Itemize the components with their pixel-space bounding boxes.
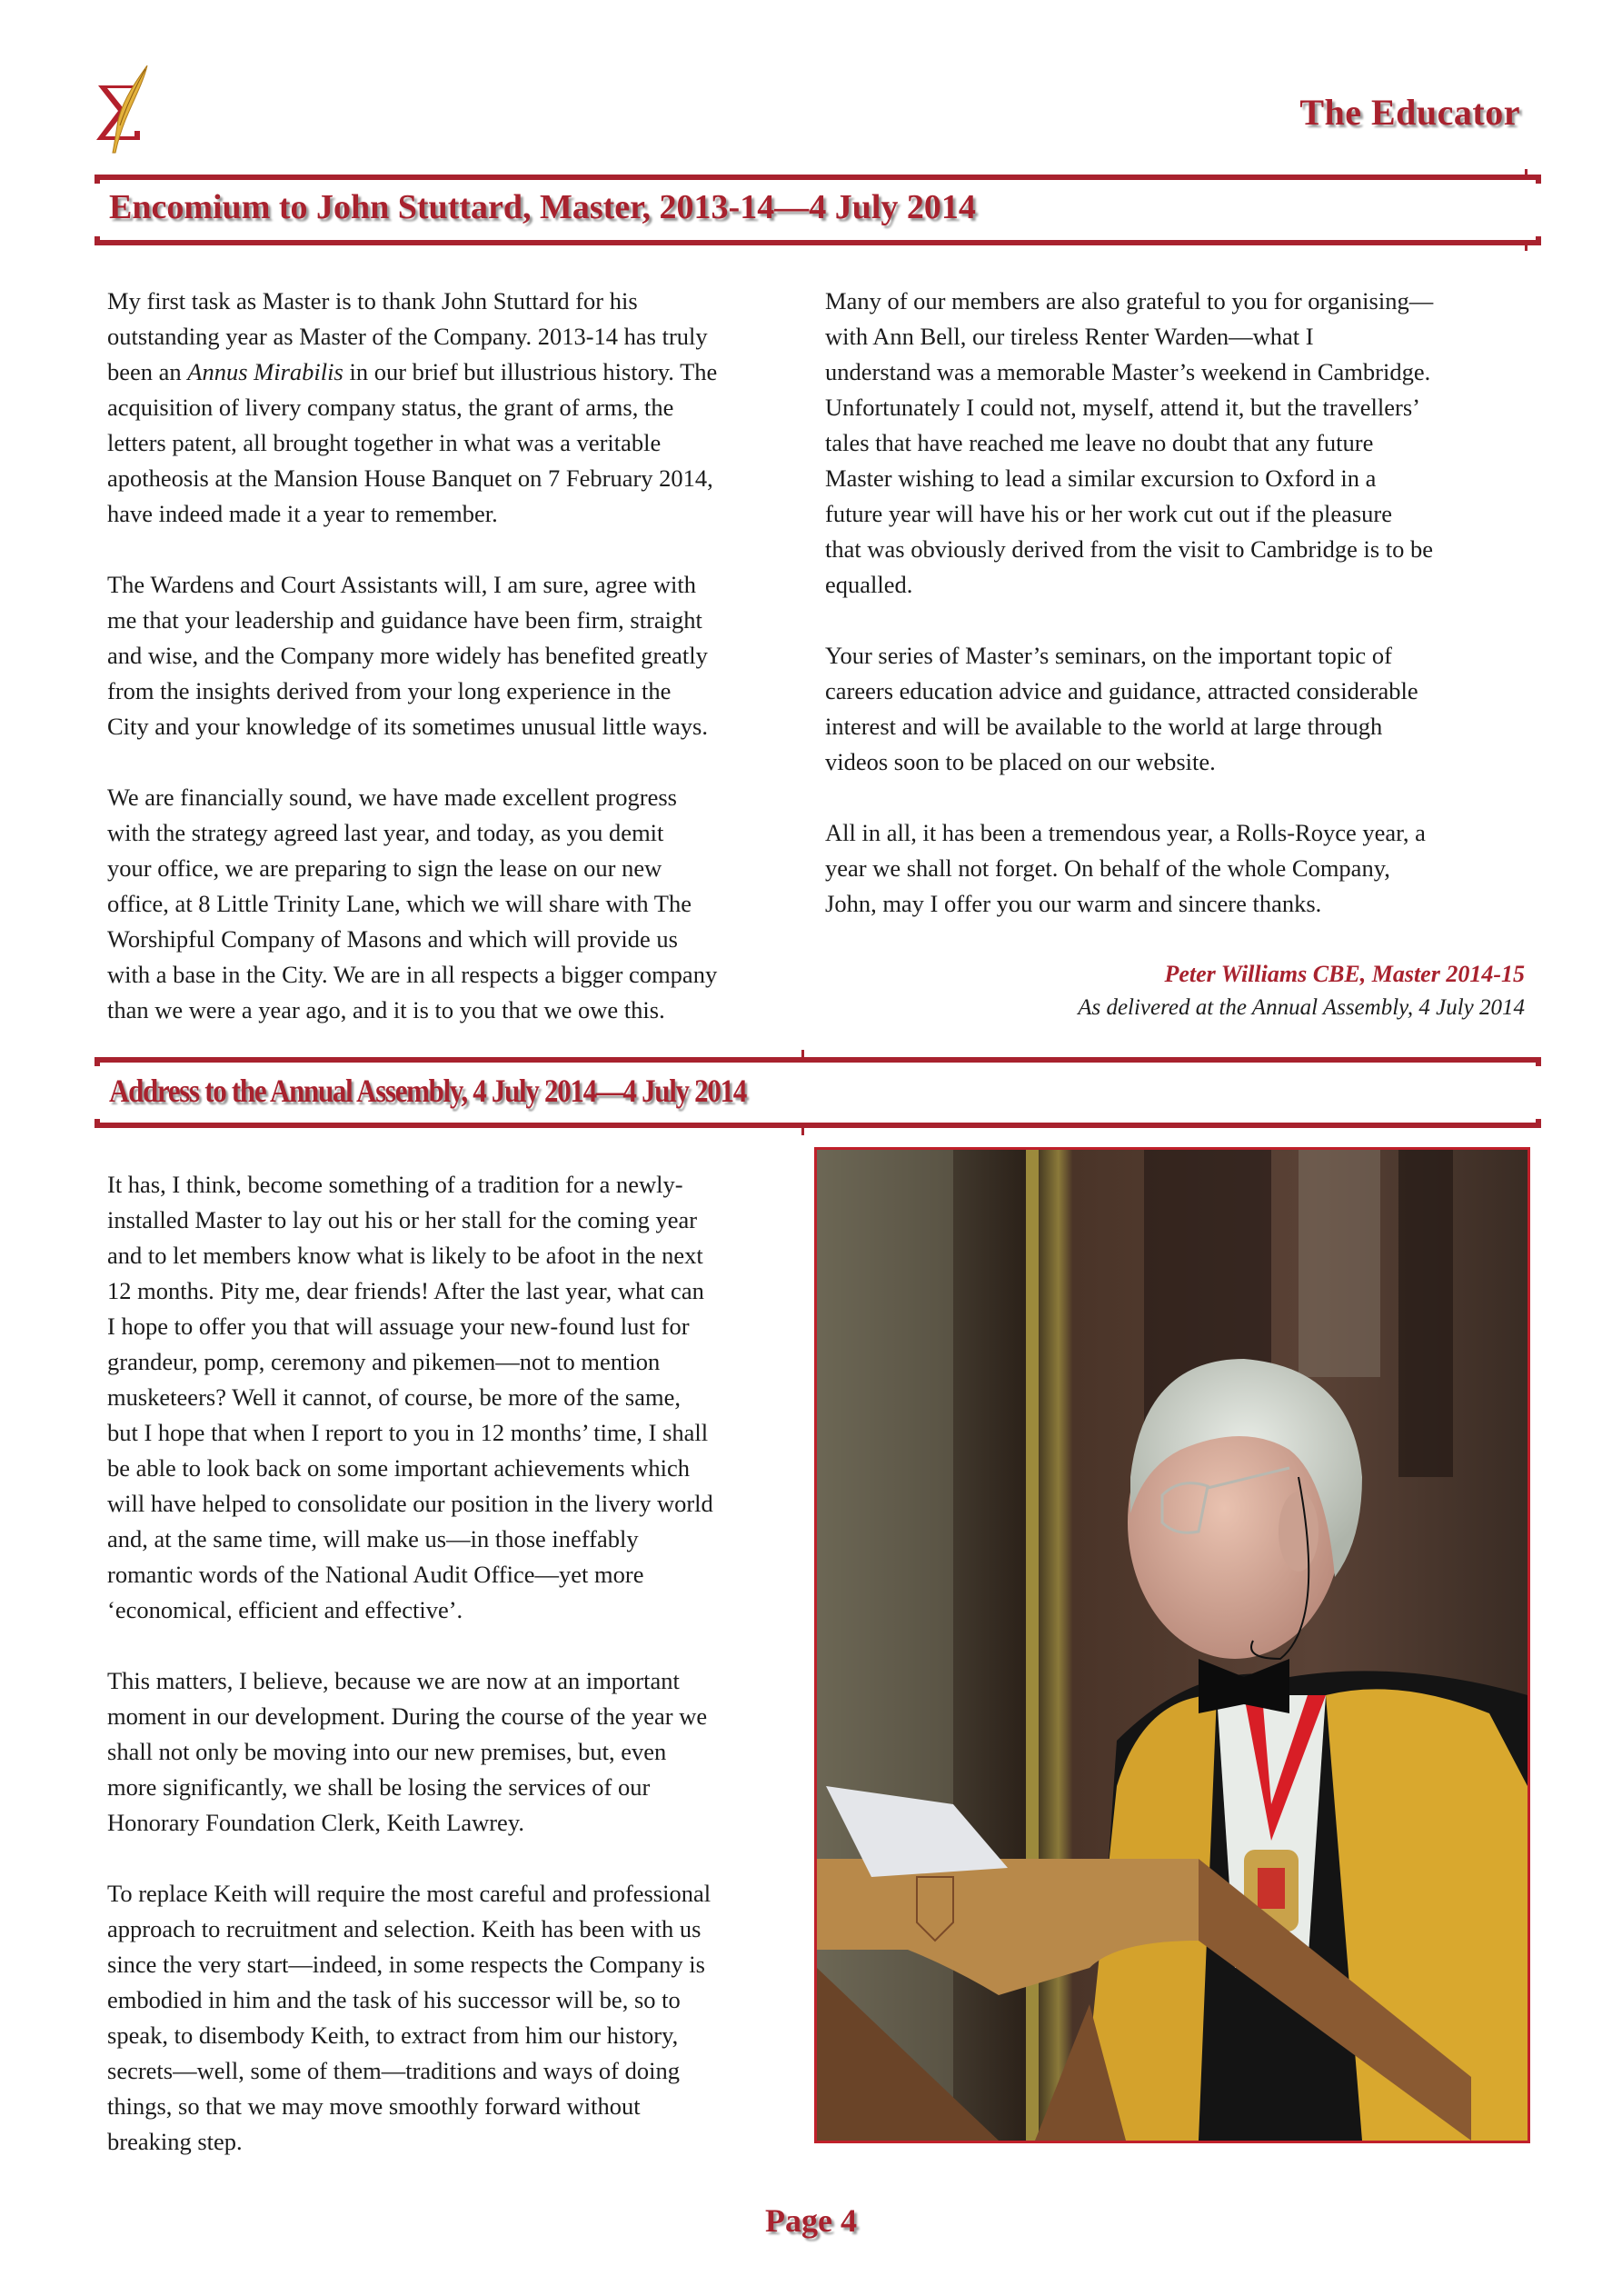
masthead-title: The Educator	[1299, 92, 1520, 133]
section1-left-column	[107, 284, 798, 1028]
paragraph: This matters, I believe, because we are now at an important moment in our development. During the course of the year we shall not only be moving into our new premises, but, even more significantly, we shall be losing the services of our Honorary Foundation Clerk, Keith Lawrey.	[107, 1667, 708, 1836]
quill-sigma-logo-icon	[91, 65, 164, 156]
section2-left-column	[107, 1167, 807, 2160]
paragraph: My first task as Master is to thank John Stuttard for his outstanding year as Master of the Company. 2013-14 has truly been an Annus Mirabilis in our brief but illustrious history. The acquisition of livery company status, the grant of arms, the letters patent, all brought together in what was a veritable apotheosis at the Mansion House Banquet on 7 February 2014, have indeed made it a year to remember.	[107, 287, 718, 527]
page-number: Page 4	[765, 2202, 857, 2239]
paragraph: It has, I think, become something of a tradition for a newly- installed Master to lay out his or her stall for the coming year and to let members know what is likely to be afoot in the next 12 months. Pity me, dear friends! After the last year, what can I hope to offer you that will assuage your new-found lust for grandeur, pomp, ceremony and pikemen—not to mention musketeers? Well it cannot, of course, be more of the same, but I hope that when I report to you in 12 months’ time, I shall be able to look back on some important achievements which will have helped to consolidate our position in the livery world and, at the same time, will make us—in those ineffably romantic words of the National Audit Office—yet more ‘economical, efficient and effective’.	[107, 1171, 713, 1623]
italic-phrase: Annus Mirabilis	[187, 358, 343, 385]
paragraph: All in all, it has been a tremendous year, a Rolls-Royce year, a year we shall not forget. On behalf of the whole Company, John, may I offer you our warm and sincere thanks.	[825, 819, 1426, 917]
section1-right-column	[825, 284, 1525, 1024]
paragraph: Many of our members are also grateful to you for organising— with Ann Bell, our tireless Renter Warden—what I understand was a memorable Master’s weekend in Cambridge. Unfortunately I could not, myself, attend it, but the travellers’ tales that have reached me leave no doubt that any future Master wishing to lead a similar excursion to Oxford in a future year will have his or her work cut out if the pleasure that was obviously derived from the visit to Cambridge is to be equalled.	[825, 287, 1434, 598]
signature-name: Peter Williams CBE, Master 2014-15	[1164, 961, 1525, 987]
signature-block	[825, 957, 1525, 1024]
section2-title: Address to the Annual Assembly, 4 July 2014—4 July 2014	[109, 1073, 746, 1109]
paragraph: We are financially sound, we have made excellent progress with the strategy agreed last year, and today, as you demit your office, we are preparing to sign the lease on our new office, at 8 Little Trinity Lane, which we will share with The Worshipful Company of Masons and which will provide us with a base in the City. We are in all respects a bigger company than we were a year ago, and it is to you that we owe this.	[107, 784, 718, 1023]
section2-header-band	[95, 1057, 1541, 1128]
signature-note: As delivered at the Annual Assembly, 4 July 2014	[1078, 995, 1525, 1020]
master-speaking-photo	[814, 1147, 1530, 2143]
paragraph: The Wardens and Court Assistants will, I am sure, agree with me that your leadership and guidance have been firm, straight and wise, and the Company more widely has benefited greatly from the insights derived from your long experience in the City and your knowledge of its sometimes unusual little ways.	[107, 571, 708, 740]
paragraph: To replace Keith will require the most careful and professional approach to recruitment and selection. Keith has been with us since the very start—indeed, in some respects the Company is embodied in him and the task of his successor will be, so to speak, to disembody Keith, to extract from him our history, secrets—well, some of them—traditions and ways of doing things, so that we may move smoothly forward without breaking step.	[107, 1880, 711, 2155]
section1-header-band	[95, 175, 1541, 245]
section1-title: Encomium to John Stuttard, Master, 2013-14—4 July 2014	[109, 188, 976, 226]
paragraph: Your series of Master’s seminars, on the important topic of careers education advice and guidance, attracted considerable interest and will be available to the world at large through videos soon to be placed on our website.	[825, 642, 1418, 775]
